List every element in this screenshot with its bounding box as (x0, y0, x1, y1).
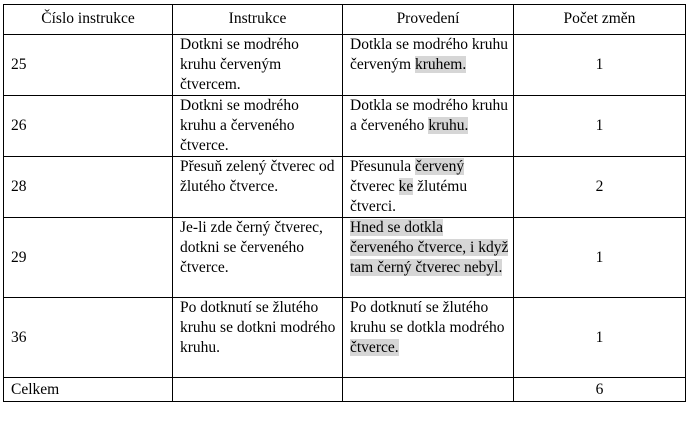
table-row (4, 218, 686, 298)
header-instruction: Instrukce (173, 5, 343, 35)
header-instruction-number: Číslo instrukce (4, 5, 173, 35)
instruction-text: Přesuň zelený čtverec od žlutého čtverce. (173, 157, 343, 218)
instruction-text: Po dotknutí se žlutého kruhu se dotkni modrého kruhu. (173, 298, 343, 378)
execution-text (343, 96, 514, 157)
highlighted-change: červený (415, 158, 465, 175)
execution-segment: Dotkla se modrého kruhu červeným (350, 36, 508, 73)
total-empty-instruction (173, 378, 343, 402)
change-count: 1 (514, 96, 686, 157)
instruction-text: Dotkni se modrého kruhu červeným čtvercem. (173, 35, 343, 96)
execution-text (343, 157, 514, 218)
header-execution: Provedení (343, 5, 514, 35)
instruction-number: 26 (4, 96, 173, 157)
change-count: 1 (514, 298, 686, 378)
execution-segment: Dotkla se modrého kruhu a červeného (350, 97, 508, 134)
table-row (4, 157, 686, 218)
table-row (4, 298, 686, 378)
change-count: 1 (514, 35, 686, 96)
execution-text (343, 218, 514, 298)
total-label: Celkem (4, 378, 173, 402)
highlighted-change: Hned se dotkla červeného čtverce, i když tam černý čtverec nebyl. (350, 219, 509, 276)
total-empty-execution (343, 378, 514, 402)
instruction-table (3, 4, 686, 402)
header-change-count: Počet změn (514, 5, 686, 35)
instruction-text: Dotkni se modrého kruhu a červeného čtverce. (173, 96, 343, 157)
table-row (4, 96, 686, 157)
highlighted-change: čtverce. (350, 339, 399, 356)
instruction-number: 28 (4, 157, 173, 218)
highlighted-change: kruhem. (414, 56, 467, 73)
total-change-count: 6 (514, 378, 686, 402)
instruction-number: 25 (4, 35, 173, 96)
execution-segment: Po dotknutí se žlutého kruhu se dotkla modrého (350, 299, 505, 336)
instruction-number: 36 (4, 298, 173, 378)
highlighted-change: kruhu. (428, 117, 469, 134)
table-row (4, 35, 686, 96)
execution-segment: čtverec (350, 178, 399, 195)
execution-segment: žlutému čtverci. (350, 178, 468, 215)
instruction-number: 29 (4, 218, 173, 298)
change-count: 1 (514, 218, 686, 298)
instruction-text: Je-li zde černý čtverec, dotkni se červeného čtverce. (173, 218, 343, 298)
execution-segment: Přesunula (350, 158, 416, 175)
execution-text (343, 35, 514, 96)
total-row (4, 378, 686, 402)
highlighted-change: ke (398, 178, 414, 195)
header-row (4, 5, 686, 35)
change-count: 2 (514, 157, 686, 218)
execution-text (343, 298, 514, 378)
